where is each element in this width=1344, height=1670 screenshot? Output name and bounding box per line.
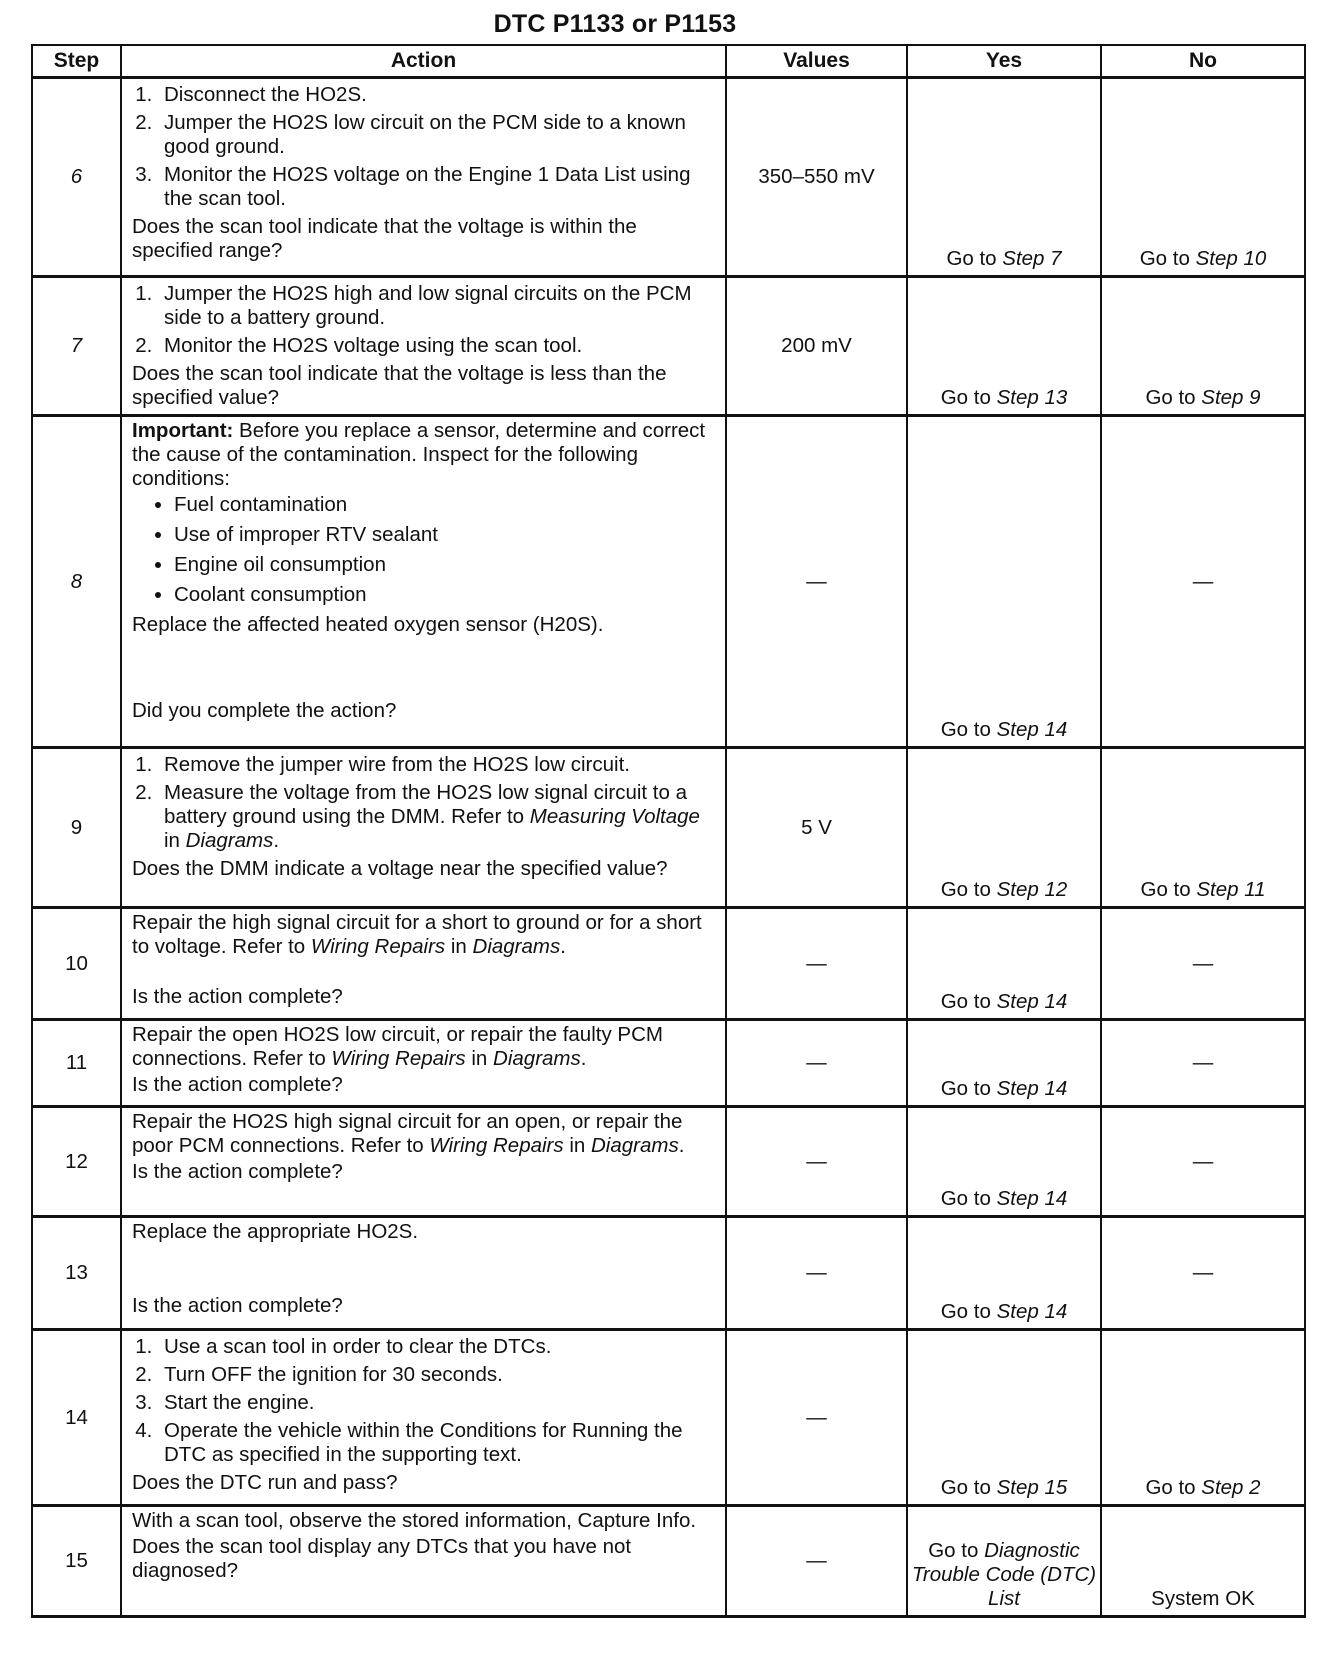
- action-item: 1. Use a scan tool in order to clear the DTCs.: [158, 1335, 717, 1359]
- reference-link[interactable]: Wiring Repairs: [331, 1047, 466, 1070]
- goto-prefix: Go to: [1139, 247, 1196, 270]
- action-cell: [121, 1217, 726, 1330]
- table-row: [32, 908, 1305, 1020]
- step-number: 15: [32, 1506, 121, 1617]
- step-number: 14: [32, 1330, 121, 1506]
- yes-cell: [907, 1506, 1101, 1617]
- goto-step-link[interactable]: Step 14: [996, 1077, 1068, 1100]
- action-question: Does the scan tool indicate that the voltage is within the specified range?: [132, 215, 637, 262]
- goto-prefix: Go to: [940, 878, 997, 901]
- reference-link[interactable]: Measuring Voltage: [529, 805, 700, 828]
- action-text: in: [164, 829, 186, 852]
- no-cell: —: [1101, 1107, 1305, 1217]
- goto-step-link[interactable]: Step 14: [996, 1187, 1068, 1210]
- table-row: [32, 1107, 1305, 1217]
- action-question: Is the action complete?: [132, 985, 343, 1008]
- value-cell: —: [726, 416, 907, 748]
- goto-step-link[interactable]: Step 14: [996, 1300, 1068, 1323]
- action-cell: [121, 748, 726, 908]
- header-no: No: [1101, 45, 1305, 78]
- action-instruction: With a scan tool, observe the stored information, Capture Info.: [132, 1509, 697, 1532]
- goto-prefix: Go to: [1145, 1476, 1202, 1499]
- table-header-row: [32, 45, 1305, 78]
- no-cell: —: [1101, 1020, 1305, 1107]
- action-item: 2. Turn OFF the ignition for 30 seconds.: [158, 1363, 717, 1387]
- goto-step-link[interactable]: Step 2: [1201, 1476, 1261, 1499]
- action-cell: [121, 1020, 726, 1107]
- goto-step-link[interactable]: Step 14: [996, 990, 1068, 1013]
- action-item: 2. Monitor the HO2S voltage using the scan tool.: [158, 334, 717, 358]
- diagnostic-table: [31, 44, 1306, 1618]
- goto-step-link[interactable]: Step 11: [1196, 878, 1266, 901]
- goto-step-link[interactable]: Step 10: [1195, 247, 1267, 270]
- yes-cell: [907, 1020, 1101, 1107]
- condition-item: • Coolant consumption: [174, 583, 717, 607]
- value-cell: —: [726, 1020, 907, 1107]
- table-row: [32, 1506, 1305, 1617]
- no-cell: —: [1101, 908, 1305, 1020]
- action-item: 1. Disconnect the HO2S.: [158, 83, 717, 107]
- goto-step-link[interactable]: Step 15: [996, 1476, 1068, 1499]
- table-row: [32, 1217, 1305, 1330]
- step-number: 8: [32, 416, 121, 748]
- yes-cell: [907, 416, 1101, 748]
- yes-cell: [907, 908, 1101, 1020]
- goto-step-link[interactable]: Step 7: [1002, 247, 1062, 270]
- goto-prefix: Go to: [940, 718, 997, 741]
- action-instruction: Repair the high signal circuit for a short to ground or for a short to voltage. Refer to Wiring Repairs in Diagrams.: [132, 911, 702, 958]
- action-item: [158, 781, 717, 853]
- page-title: DTC P1133 or P1153: [493, 10, 737, 38]
- action-question: Is the action complete?: [132, 1294, 343, 1317]
- goto-prefix: Go to: [1145, 386, 1202, 409]
- action-item: 1. Remove the jumper wire from the HO2S low circuit.: [158, 753, 717, 777]
- action-cell: [121, 1107, 726, 1217]
- value-cell: —: [726, 1330, 907, 1506]
- action-question: Did you complete the action?: [132, 699, 397, 722]
- action-text: Measure the voltage from the HO2S low signal circuit to a battery ground using the DMM. Refer to: [164, 781, 687, 828]
- action-cell: [121, 416, 726, 748]
- action-question: Does the DMM indicate a voltage near the specified value?: [132, 857, 668, 880]
- goto-prefix: Go to: [928, 1539, 985, 1562]
- reference-link[interactable]: Wiring Repairs: [310, 935, 446, 958]
- table-row: [32, 1330, 1305, 1506]
- value-cell: —: [726, 1506, 907, 1617]
- no-cell: [1101, 748, 1305, 908]
- condition-item: • Fuel contamination: [174, 493, 717, 517]
- value-cell: 5 V: [726, 748, 907, 908]
- step-number: 6: [32, 78, 121, 277]
- action-cell: [121, 78, 726, 277]
- reference-link[interactable]: Diagrams: [185, 829, 274, 852]
- table-row: [32, 748, 1305, 908]
- action-question: Does the scan tool display any DTCs that you have not diagnosed?: [132, 1535, 632, 1582]
- action-cell: [121, 1330, 726, 1506]
- goto-prefix: Go to: [940, 1300, 997, 1323]
- step-number: 11: [32, 1020, 121, 1107]
- yes-cell: [907, 78, 1101, 277]
- action-cell: [121, 908, 726, 1020]
- goto-step-link[interactable]: Step 12: [996, 878, 1068, 901]
- step-number: 12: [32, 1107, 121, 1217]
- yes-cell: [907, 277, 1101, 416]
- action-question: Is the action complete?: [132, 1160, 343, 1183]
- important-label: Important:: [132, 419, 234, 442]
- goto-prefix: Go to: [940, 1077, 997, 1100]
- goto-step-link[interactable]: Step 14: [996, 718, 1068, 741]
- action-cell: [121, 1506, 726, 1617]
- yes-cell: [907, 748, 1101, 908]
- no-cell: [1101, 78, 1305, 277]
- action-item: 4. Operate the vehicle within the Conditions for Running the DTC as specified in the supporting text.: [158, 1419, 717, 1467]
- important-text: Before you replace a sensor, determine and correct the cause of the contamination. Inspect for the following conditions:: [132, 419, 706, 490]
- action-item: 3. Start the engine.: [158, 1391, 717, 1415]
- action-item: 1. Jumper the HO2S high and low signal circuits on the PCM side to a battery ground.: [158, 282, 717, 330]
- goto-prefix: Go to: [940, 990, 997, 1013]
- action-instruction: Replace the appropriate HO2S.: [132, 1220, 419, 1243]
- step-number: 9: [32, 748, 121, 908]
- value-cell: 200 mV: [726, 277, 907, 416]
- header-step: Step: [32, 45, 121, 78]
- header-yes: Yes: [907, 45, 1101, 78]
- action-instruction: Repair the open HO2S low circuit, or repair the faulty PCM connections. Refer to Wiring Repairs in Diagrams.: [132, 1023, 663, 1070]
- table-row: [32, 416, 1305, 748]
- yes-cell: [907, 1330, 1101, 1506]
- reference-link[interactable]: Wiring Repairs: [429, 1134, 564, 1157]
- goto-prefix: Go to: [940, 1187, 997, 1210]
- table-row: [32, 1020, 1305, 1107]
- header-action: Action: [121, 45, 726, 78]
- no-cell: —: [1101, 1217, 1305, 1330]
- no-cell: [1101, 1330, 1305, 1506]
- condition-item: • Use of improper RTV sealant: [174, 523, 717, 547]
- step-number: 10: [32, 908, 121, 1020]
- reference-link[interactable]: Diagrams: [493, 1047, 581, 1070]
- action-question: Does the DTC run and pass?: [132, 1471, 398, 1494]
- no-cell: System OK: [1101, 1506, 1305, 1617]
- yes-cell: [907, 1217, 1101, 1330]
- goto-prefix: Go to: [1140, 878, 1197, 901]
- reference-link[interactable]: Diagrams: [472, 935, 561, 958]
- step-number: 13: [32, 1217, 121, 1330]
- value-cell: —: [726, 1107, 907, 1217]
- value-cell: —: [726, 1217, 907, 1330]
- action-cell: [121, 277, 726, 416]
- value-cell: 350–550 mV: [726, 78, 907, 277]
- goto-step-link[interactable]: Step 13: [996, 386, 1068, 409]
- table-row: [32, 78, 1305, 277]
- important-note: [132, 419, 717, 491]
- condition-item: • Engine oil consumption: [174, 553, 717, 577]
- goto-step-link[interactable]: Step 9: [1201, 386, 1261, 409]
- yes-cell: [907, 1107, 1101, 1217]
- action-item: 2. Jumper the HO2S low circuit on the PCM side to a known good ground.: [158, 111, 717, 159]
- goto-prefix: Go to: [940, 386, 997, 409]
- reference-link[interactable]: Diagrams: [591, 1134, 679, 1157]
- goto-step-link[interactable]: Diagnostic Trouble Code (DTC) List: [911, 1539, 1097, 1610]
- table-row: [32, 277, 1305, 416]
- value-cell: —: [726, 908, 907, 1020]
- action-question: Does the scan tool indicate that the voltage is less than the specified value?: [132, 362, 667, 409]
- replace-instruction: Replace the affected heated oxygen sensor (H20S).: [132, 613, 604, 636]
- no-cell: —: [1101, 416, 1305, 748]
- goto-prefix: Go to: [946, 247, 1003, 270]
- goto-prefix: Go to: [940, 1476, 997, 1499]
- action-text: .: [273, 829, 280, 852]
- action-instruction: Repair the HO2S high signal circuit for an open, or repair the poor PCM connections. Refer to Wiring Repairs in Diagrams.: [132, 1110, 685, 1157]
- header-values: Values: [726, 45, 907, 78]
- action-item: 3. Monitor the HO2S voltage on the Engine 1 Data List using the scan tool.: [158, 163, 717, 211]
- step-number: 7: [32, 277, 121, 416]
- action-question: Is the action complete?: [132, 1073, 343, 1096]
- no-cell: [1101, 277, 1305, 416]
